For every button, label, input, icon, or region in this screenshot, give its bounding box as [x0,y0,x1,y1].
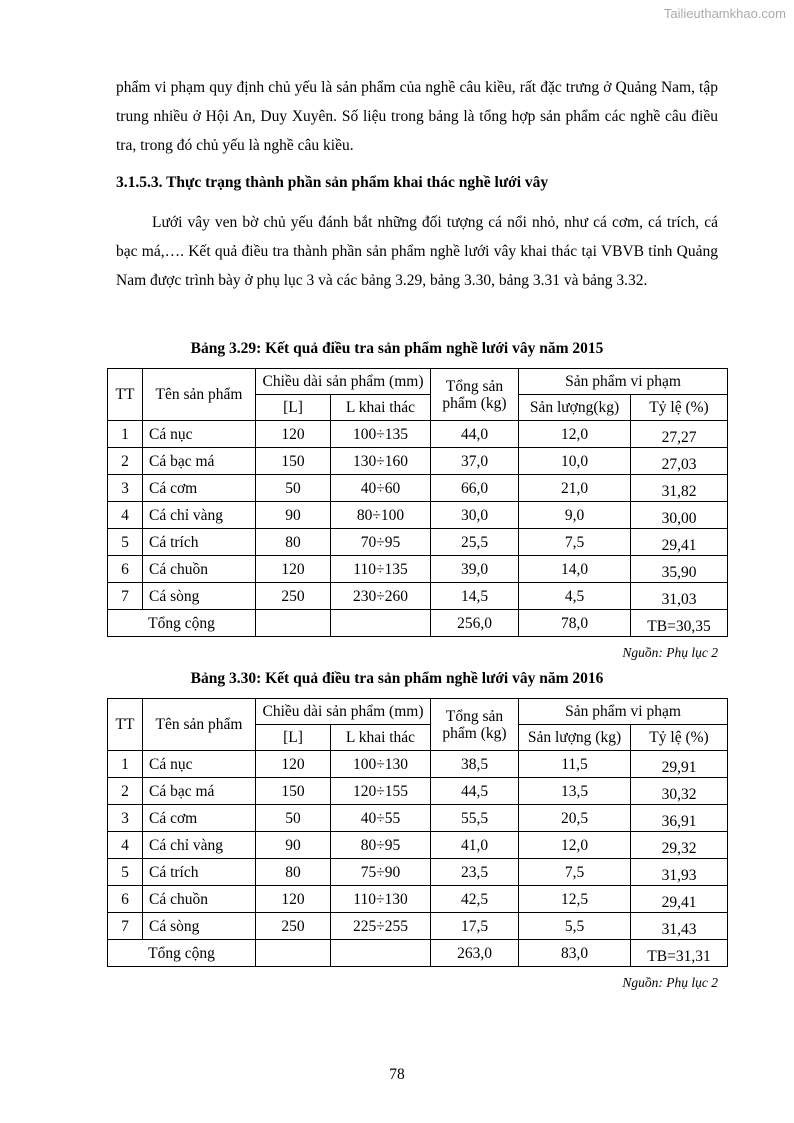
cell-yield: 12,5 [519,886,631,913]
header-ratio: Tỷ lệ (%) [631,725,728,751]
cell-ratio: 36,91 [631,805,728,832]
cell-tt: 6 [108,556,143,583]
header-length: Chiều dài sản phẩm (mm) [256,369,431,395]
cell-tt: 1 [108,751,143,778]
table-source-2015: Nguồn: Phụ lục 2 [622,645,718,660]
cell-name: Cá sòng [143,913,256,940]
cell-L: 120 [256,421,331,448]
cell-ratio: 27,03 [631,448,728,475]
cell-ratio: 30,32 [631,778,728,805]
table-source-2016: Nguồn: Phụ lục 2 [622,975,718,990]
cell-Lcatch: 100÷135 [331,421,431,448]
table-row [108,886,728,913]
table-2016 [107,698,728,967]
cell-tt: 5 [108,529,143,556]
cell-yield: 14,0 [519,556,631,583]
cell-yield: 5,5 [519,913,631,940]
table-row [108,448,728,475]
cell-tt: 2 [108,448,143,475]
header-name: Tên sản phẩm [143,369,256,421]
cell-Lcatch: 110÷130 [331,886,431,913]
cell-ratio: 29,41 [631,529,728,556]
cell-name: Cá chuồn [143,556,256,583]
table-row [108,475,728,502]
empty-cell [331,940,431,967]
paragraph-body: Lưới vây ven bờ chủ yếu đánh bắt những đối tượng cá nổi nhỏ, như cá cơm, cá trích, cá bạc má,…. Kết quả điều tra thành phần sản phẩm nghề lưới vây khai thác tại VBVB tỉnh Quảng Nam được trình bày ở phụ lục 3 và các bảng 3.29, bảng 3.30, bảng 3.31 và bảng 3.32. [116,214,718,289]
page-number: 78 [389,1066,405,1083]
cell-total: 17,5 [431,913,519,940]
table-caption-2015: Bảng 3.29: Kết quả điều tra sản phẩm nghề lưới vây năm 2015 [190,340,604,357]
header-name: Tên sản phẩm [143,699,256,751]
header-ratio: Tỷ lệ (%) [631,395,728,421]
cell-total: 66,0 [431,475,519,502]
cell-yield: 7,5 [519,859,631,886]
empty-cell [256,610,331,637]
cell-ratio: 31,43 [631,913,728,940]
empty-cell [331,610,431,637]
cell-Lcatch: 120÷155 [331,778,431,805]
cell-name: Cá bạc má [143,778,256,805]
cell-L: 50 [256,475,331,502]
cell-L: 120 [256,886,331,913]
cell-yield: 4,5 [519,583,631,610]
table-total-row [108,610,728,637]
header-L: [L] [256,395,331,421]
cell-L: 150 [256,448,331,475]
cell-Lcatch: 225÷255 [331,913,431,940]
cell-tt: 2 [108,778,143,805]
cell-name: Cá chỉ vàng [143,832,256,859]
cell-total: 44,5 [431,778,519,805]
cell-total: 14,5 [431,583,519,610]
cell-Lcatch: 230÷260 [331,583,431,610]
table-row [108,583,728,610]
table-2015 [107,368,728,637]
cell-tt: 7 [108,583,143,610]
cell-Lcatch: 80÷95 [331,832,431,859]
cell-tt: 4 [108,832,143,859]
table-row [108,556,728,583]
cell-name: Cá trích [143,859,256,886]
cell-Lcatch: 80÷100 [331,502,431,529]
cell-total: 41,0 [431,832,519,859]
cell-Lcatch: 40÷55 [331,805,431,832]
header-total: Tổng sản phẩm (kg) [431,369,519,421]
total-total: 256,0 [431,610,519,637]
cell-L: 80 [256,859,331,886]
header-violation: Sản phẩm vi phạm [519,699,728,725]
cell-name: Cá cơm [143,475,256,502]
table-row [108,751,728,778]
cell-Lcatch: 130÷160 [331,448,431,475]
cell-ratio: 29,32 [631,832,728,859]
total-ratio: TB=30,35 [631,610,728,637]
cell-tt: 5 [108,859,143,886]
header-Lcatch: L khai thác [331,395,431,421]
total-yield: 83,0 [519,940,631,967]
cell-name: Cá trích [143,529,256,556]
total-total: 263,0 [431,940,519,967]
section-heading: 3.1.5.3. Thực trạng thành phần sản phẩm khai thác nghề lưới vây [116,174,549,191]
cell-L: 90 [256,832,331,859]
table-total-row [108,940,728,967]
cell-tt: 6 [108,886,143,913]
cell-L: 120 [256,556,331,583]
cell-ratio: 27,27 [631,421,728,448]
cell-tt: 1 [108,421,143,448]
cell-ratio: 35,90 [631,556,728,583]
header-yield: Sản lượng(kg) [519,395,631,421]
cell-tt: 3 [108,475,143,502]
cell-name: Cá chỉ vàng [143,502,256,529]
table-row [108,502,728,529]
cell-Lcatch: 100÷130 [331,751,431,778]
cell-total: 37,0 [431,448,519,475]
empty-cell [256,940,331,967]
cell-yield: 13,5 [519,778,631,805]
header-L: [L] [256,725,331,751]
header-violation: Sản phẩm vi phạm [519,369,728,395]
total-label: Tổng cộng [108,940,256,967]
cell-L: 250 [256,913,331,940]
cell-L: 50 [256,805,331,832]
cell-total: 39,0 [431,556,519,583]
table-row [108,778,728,805]
cell-tt: 4 [108,502,143,529]
cell-total: 30,0 [431,502,519,529]
cell-Lcatch: 70÷95 [331,529,431,556]
cell-yield: 9,0 [519,502,631,529]
cell-L: 250 [256,583,331,610]
header-total: Tổng sản phẩm (kg) [431,699,519,751]
table-row [108,859,728,886]
cell-yield: 10,0 [519,448,631,475]
cell-total: 23,5 [431,859,519,886]
header-Lcatch: L khai thác [331,725,431,751]
cell-ratio: 29,91 [631,751,728,778]
cell-L: 80 [256,529,331,556]
cell-yield: 21,0 [519,475,631,502]
cell-yield: 12,0 [519,421,631,448]
cell-total: 55,5 [431,805,519,832]
header-length: Chiều dài sản phẩm (mm) [256,699,431,725]
total-yield: 78,0 [519,610,631,637]
total-ratio: TB=31,31 [631,940,728,967]
header-tt: TT [108,699,143,751]
table-row [108,529,728,556]
cell-yield: 20,5 [519,805,631,832]
total-label: Tổng cộng [108,610,256,637]
cell-ratio: 31,03 [631,583,728,610]
watermark: Tailieuthamkhao.com [663,6,786,21]
cell-name: Cá nục [143,751,256,778]
cell-L: 90 [256,502,331,529]
table-row [108,805,728,832]
cell-name: Cá nục [143,421,256,448]
cell-name: Cá sòng [143,583,256,610]
cell-Lcatch: 40÷60 [331,475,431,502]
cell-yield: 7,5 [519,529,631,556]
cell-yield: 12,0 [519,832,631,859]
cell-total: 38,5 [431,751,519,778]
header-tt: TT [108,369,143,421]
cell-ratio: 31,82 [631,475,728,502]
cell-tt: 7 [108,913,143,940]
table-row [108,421,728,448]
cell-name: Cá chuồn [143,886,256,913]
cell-total: 42,5 [431,886,519,913]
cell-total: 25,5 [431,529,519,556]
cell-ratio: 31,93 [631,859,728,886]
cell-Lcatch: 75÷90 [331,859,431,886]
header-yield: Sản lượng (kg) [519,725,631,751]
table-row [108,913,728,940]
cell-yield: 11,5 [519,751,631,778]
table-caption-2016: Bảng 3.30: Kết quả điều tra sản phẩm nghề lưới vây năm 2016 [190,670,604,687]
cell-name: Cá cơm [143,805,256,832]
cell-L: 120 [256,751,331,778]
cell-ratio: 29,41 [631,886,728,913]
cell-Lcatch: 110÷135 [331,556,431,583]
cell-L: 150 [256,778,331,805]
table-row [108,832,728,859]
cell-total: 44,0 [431,421,519,448]
cell-name: Cá bạc má [143,448,256,475]
paragraph-intro: phẩm vi phạm quy định chủ yếu là sản phẩm của nghề câu kiều, rất đặc trưng ở Quảng Nam, tập trung nhiều ở Hội An, Duy Xuyên. Số liệu trong bảng là tổng hợp sản phẩm các nghề câu điều tra, trong đó chủ yếu là nghề câu kiều. [116,79,718,154]
cell-tt: 3 [108,805,143,832]
cell-ratio: 30,00 [631,502,728,529]
